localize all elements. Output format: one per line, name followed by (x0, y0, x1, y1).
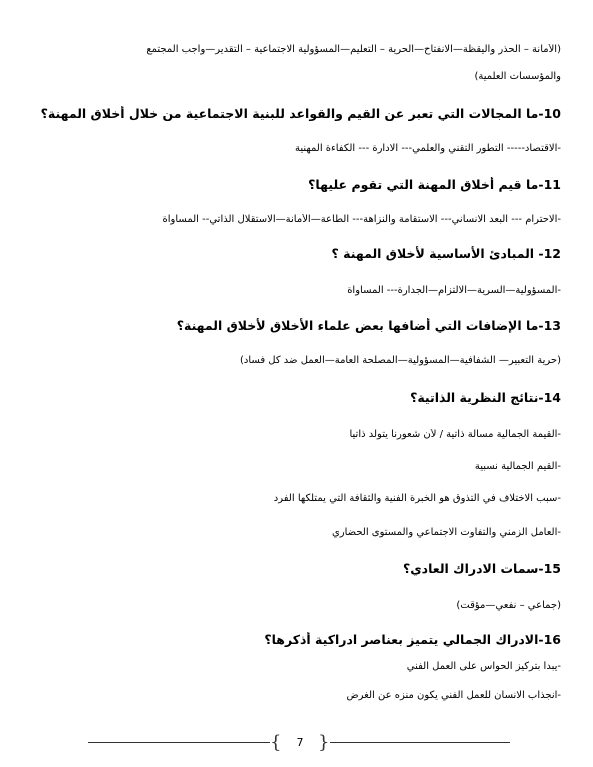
answer-line: (الأمانة – الحذر واليقظة—الانفتاح—الحرية – التعليم—المسؤولية الاجتماعية – التقدير—واجب المجتمع (146, 44, 561, 55)
question-heading: 16-الادراك الجمالي يتميز بعناصر ادراكية أذكرها؟ (264, 632, 561, 647)
answer-line: -الاحترام --- البعد الانساني--- الاستقامة والنزاهة--- الطاعة—الأمانة—الاستقلال الذاتي-- المساواة (162, 214, 561, 225)
footer-rule-left (88, 742, 270, 743)
answer-line: -الاقتصاد----- التطور التقني والعلمي--- الادارة --- الكفاءة المهنية (295, 143, 561, 154)
answer-line: -القيم الجمالية نسبية (474, 461, 561, 472)
answer-line: (حرية التعبير— الشفافية—المسؤولية—المصلحة العامة—العمل ضد كل فساد) (240, 355, 561, 366)
answer-line: -المسؤولية—السرية—الالتزام—الجدارة--- المساواة (347, 285, 561, 296)
question-heading: 14-نتائج النظرية الذاتية؟ (410, 390, 561, 405)
question-heading: 11-ما قيم أخلاق المهنة التي تقوم عليها؟ (308, 177, 561, 192)
footer-rule-right (330, 742, 510, 743)
question-heading: 15-سمات الادراك العادي؟ (402, 561, 561, 576)
footer-brace-left: { (270, 732, 282, 753)
question-heading: 10-ما المجالات التي تعبر عن القيم والقواعد للبنية الاجتماعية من خلال أخلاق المهنة؟ (40, 106, 561, 121)
answer-line: -سبب الاختلاف في التذوق هو الخبرة الفنية والثقافة التي يمتلكها الفرد (273, 493, 561, 504)
answer-line: -يبدأ بتركيز الحواس على العمل الفني (406, 661, 561, 672)
answer-line: -القيمة الجمالية مسالة ذاتية / لأن شعورنا يتولد ذاتيا (349, 429, 561, 440)
question-heading: 12- المبادئ الأساسية لأخلاق المهنة ؟ (331, 246, 561, 261)
answer-line: (جماعي – نفعي—مؤقت) (456, 600, 561, 611)
answer-line: والمؤسسات العلمية) (474, 71, 561, 82)
answer-line: -العامل الزمني والتفاوت الاجتماعي والمستوى الحضاري (331, 527, 561, 538)
answer-line: -انجذاب الانسان للعمل الفني يكون منزه عن الغرض (346, 690, 561, 701)
footer-brace-right: } (318, 732, 330, 753)
question-heading: 13-ما الإضافات التي أضافها بعض علماء الأخلاق لأخلاق المهنة؟ (176, 318, 561, 333)
page-number: 7 (296, 736, 304, 749)
